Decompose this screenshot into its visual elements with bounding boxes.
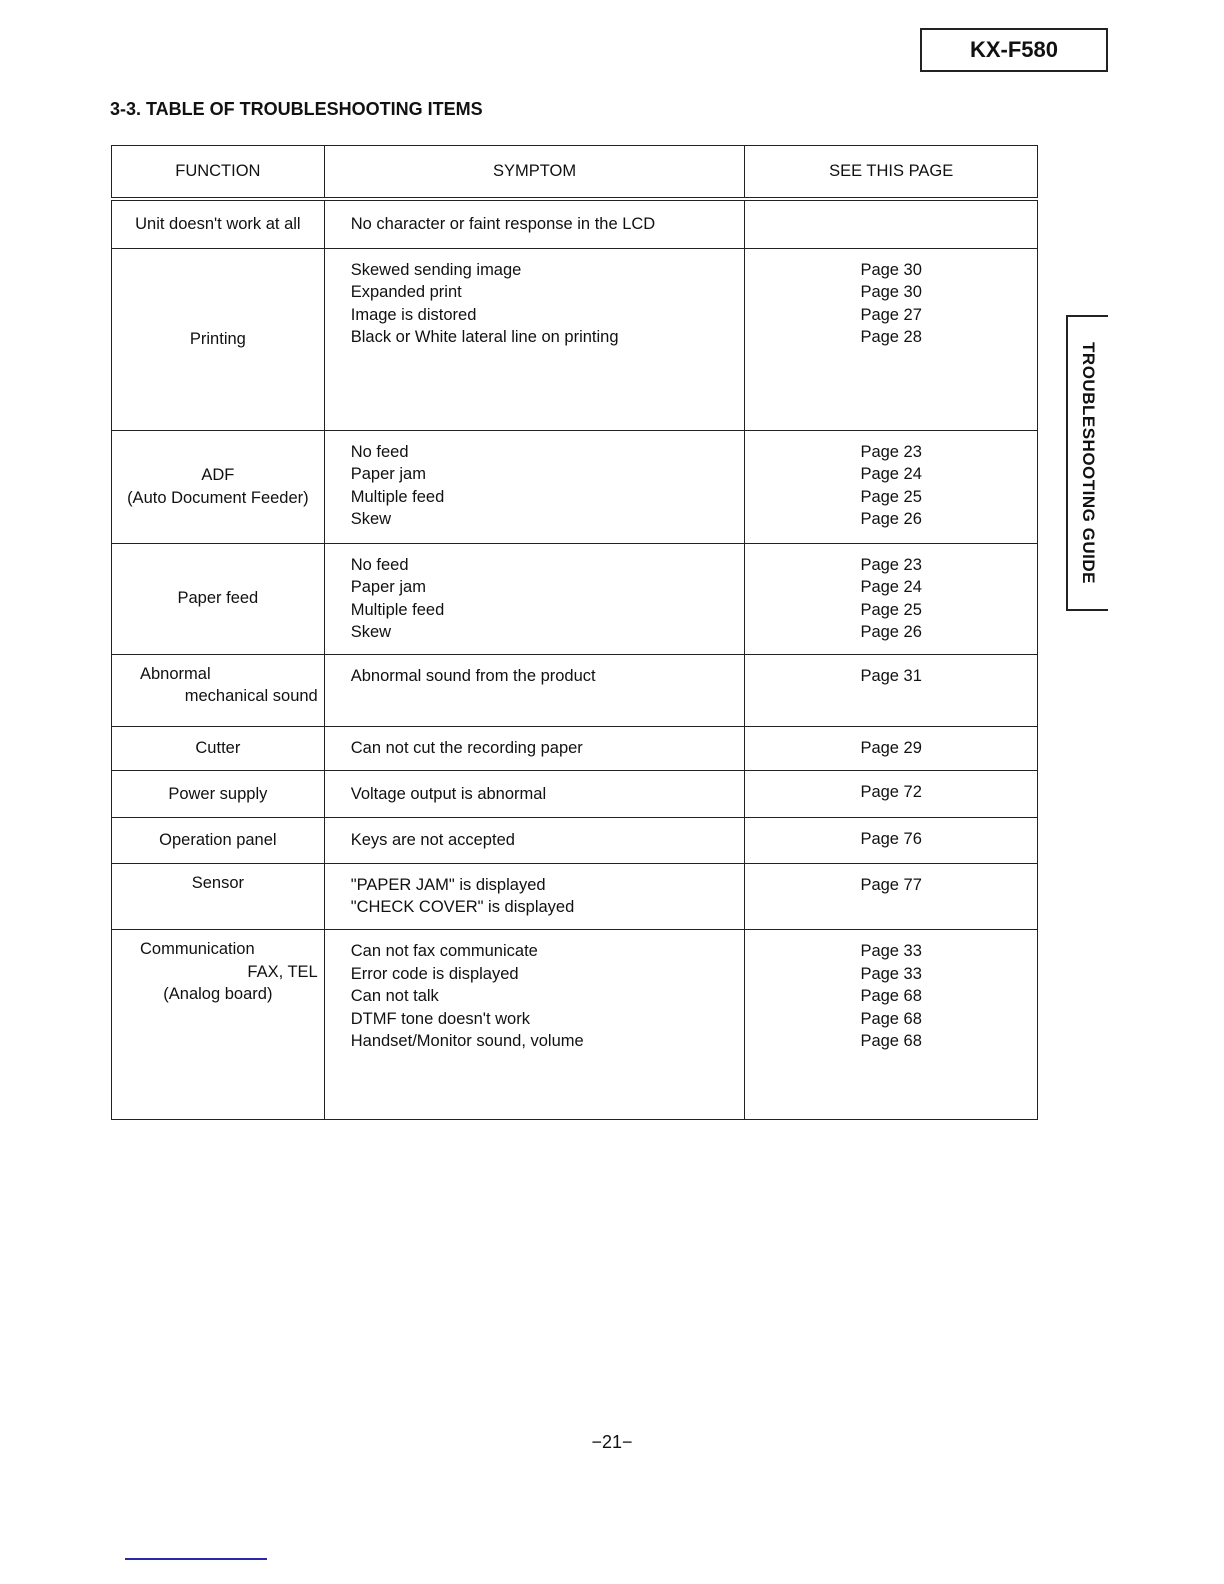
- symptom-cell: [324, 817, 745, 863]
- table-row: [112, 930, 1038, 1120]
- function-cell: [112, 248, 325, 430]
- function-line: (Auto Document Feeder): [127, 488, 309, 507]
- symptom-line: "CHECK COVER" is displayed: [350, 898, 575, 917]
- table-row: [112, 770, 1038, 817]
- page-cell: [745, 863, 1038, 929]
- symptom-line: Voltage output is abnormal: [350, 784, 547, 803]
- page-reference: Page 24: [860, 578, 922, 597]
- function-line: Communication: [140, 940, 255, 959]
- table-row: [112, 199, 1038, 248]
- column-header-page: SEE THIS PAGE: [745, 146, 1038, 200]
- symptom-line: No feed: [350, 442, 409, 461]
- table-header-row: [112, 146, 1038, 200]
- page-reference: Page 23: [860, 442, 922, 461]
- symptom-cell: [324, 930, 745, 1120]
- page-reference: Page 30: [860, 283, 922, 302]
- symptom-line: Can not talk: [350, 987, 439, 1006]
- function-line: Cutter: [195, 739, 241, 758]
- function-cell: [112, 543, 325, 654]
- symptom-cell: [324, 543, 745, 654]
- symptom-line: No character or faint response in the LCD: [350, 214, 656, 233]
- symptom-line: Skewed sending image: [350, 260, 522, 279]
- page-cell: [745, 543, 1038, 654]
- symptom-cell: [324, 430, 745, 543]
- symptom-line: No feed: [350, 555, 409, 574]
- page-cell: [745, 199, 1038, 248]
- page-reference: Page 68: [860, 1009, 922, 1028]
- function-cell: [112, 199, 325, 248]
- page-reference: Page 25: [860, 487, 922, 506]
- symptom-line: Multiple feed: [350, 600, 445, 619]
- page-reference: Page 25: [860, 600, 922, 619]
- function-line: Operation panel: [159, 831, 277, 850]
- function-cell: [112, 726, 325, 770]
- page-cell: [745, 930, 1038, 1120]
- section-title: 3-3. TABLE OF TROUBLESHOOTING ITEMS: [110, 99, 483, 119]
- symptom-line: Paper jam: [350, 465, 426, 484]
- model-number-box: [920, 28, 1108, 72]
- page-reference: Page 33: [860, 942, 922, 961]
- symptom-cell: [324, 199, 745, 248]
- symptom-line: Paper jam: [350, 578, 426, 597]
- page-reference: Page 72: [860, 782, 922, 801]
- symptom-line: "PAPER JAM" is displayed: [350, 875, 546, 894]
- divider-line: [125, 1558, 267, 1560]
- symptom-line: Abnormal sound from the product: [350, 666, 596, 685]
- page-reference: Page 27: [860, 305, 922, 324]
- side-tab-label: TROUBLESHOOTING GUIDE: [1079, 342, 1098, 584]
- function-cell: [112, 430, 325, 543]
- symptom-line: Error code is displayed: [350, 964, 519, 983]
- page-reference: Page 23: [860, 555, 922, 574]
- page-reference: Page 68: [860, 987, 922, 1006]
- table-row: [112, 726, 1038, 770]
- troubleshooting-table: [111, 145, 1038, 1120]
- symptom-line: Multiple feed: [350, 487, 445, 506]
- page-cell: [745, 248, 1038, 430]
- symptom-line: Black or White lateral line on printing: [350, 328, 619, 347]
- symptom-line: Skew: [350, 623, 392, 642]
- page-reference: Page 29: [860, 738, 922, 757]
- function-cell: [112, 654, 325, 726]
- page-reference: Page 28: [860, 328, 922, 347]
- symptom-line: DTMF tone doesn't work: [350, 1009, 530, 1028]
- table-row: [112, 248, 1038, 430]
- table-row: [112, 817, 1038, 863]
- symptom-line: Keys are not accepted: [350, 831, 515, 850]
- function-cell: [112, 930, 325, 1120]
- function-line: (Analog board): [163, 985, 273, 1004]
- page-cell: [745, 817, 1038, 863]
- function-line: Paper feed: [177, 589, 259, 608]
- page-reference: Page 30: [860, 260, 922, 279]
- function-line: Printing: [189, 329, 246, 348]
- page-cell: [745, 726, 1038, 770]
- function-line: Unit doesn't work at all: [135, 214, 301, 233]
- function-cell: [112, 863, 325, 929]
- page-reference: Page 33: [860, 964, 922, 983]
- column-header-symptom: SYMPTOM: [324, 146, 745, 200]
- table-row: [112, 430, 1038, 543]
- symptom-cell: [324, 863, 745, 929]
- symptom-cell: [324, 726, 745, 770]
- page-reference: Page 76: [860, 829, 922, 848]
- symptom-line: Can not cut the recording paper: [350, 739, 583, 758]
- symptom-line: Skew: [350, 510, 392, 529]
- function-line: Power supply: [168, 784, 268, 803]
- page-cell: [745, 770, 1038, 817]
- side-tab: [1066, 315, 1108, 611]
- symptom-cell: [324, 654, 745, 726]
- page-cell: [745, 430, 1038, 543]
- function-line: mechanical sound: [184, 687, 318, 706]
- symptom-cell: [324, 248, 745, 430]
- page-reference: Page 26: [860, 623, 922, 642]
- page-reference: Page 68: [860, 1032, 922, 1051]
- symptom-line: Can not fax communicate: [350, 942, 538, 961]
- symptom-line: Handset/Monitor sound, volume: [350, 1032, 584, 1051]
- model-number: KX-F580: [969, 37, 1059, 62]
- table-row: [112, 863, 1038, 929]
- table-row: [112, 543, 1038, 654]
- table-row: [112, 654, 1038, 726]
- function-line: Abnormal: [140, 664, 211, 683]
- page-reference: Page 77: [860, 875, 922, 894]
- page-reference: Page 24: [860, 465, 922, 484]
- symptom-line: Expanded print: [350, 283, 462, 302]
- page-cell: [745, 654, 1038, 726]
- function-cell: [112, 770, 325, 817]
- function-cell: [112, 817, 325, 863]
- column-header-function: FUNCTION: [112, 146, 325, 200]
- symptom-line: Image is distored: [350, 305, 477, 324]
- function-line: Sensor: [191, 873, 244, 892]
- function-line: FAX, TEL: [247, 962, 318, 981]
- page-number: −21−: [591, 1432, 633, 1452]
- page-reference: Page 31: [860, 666, 922, 685]
- symptom-cell: [324, 770, 745, 817]
- page-reference: Page 26: [860, 510, 922, 529]
- function-line: ADF: [201, 465, 235, 484]
